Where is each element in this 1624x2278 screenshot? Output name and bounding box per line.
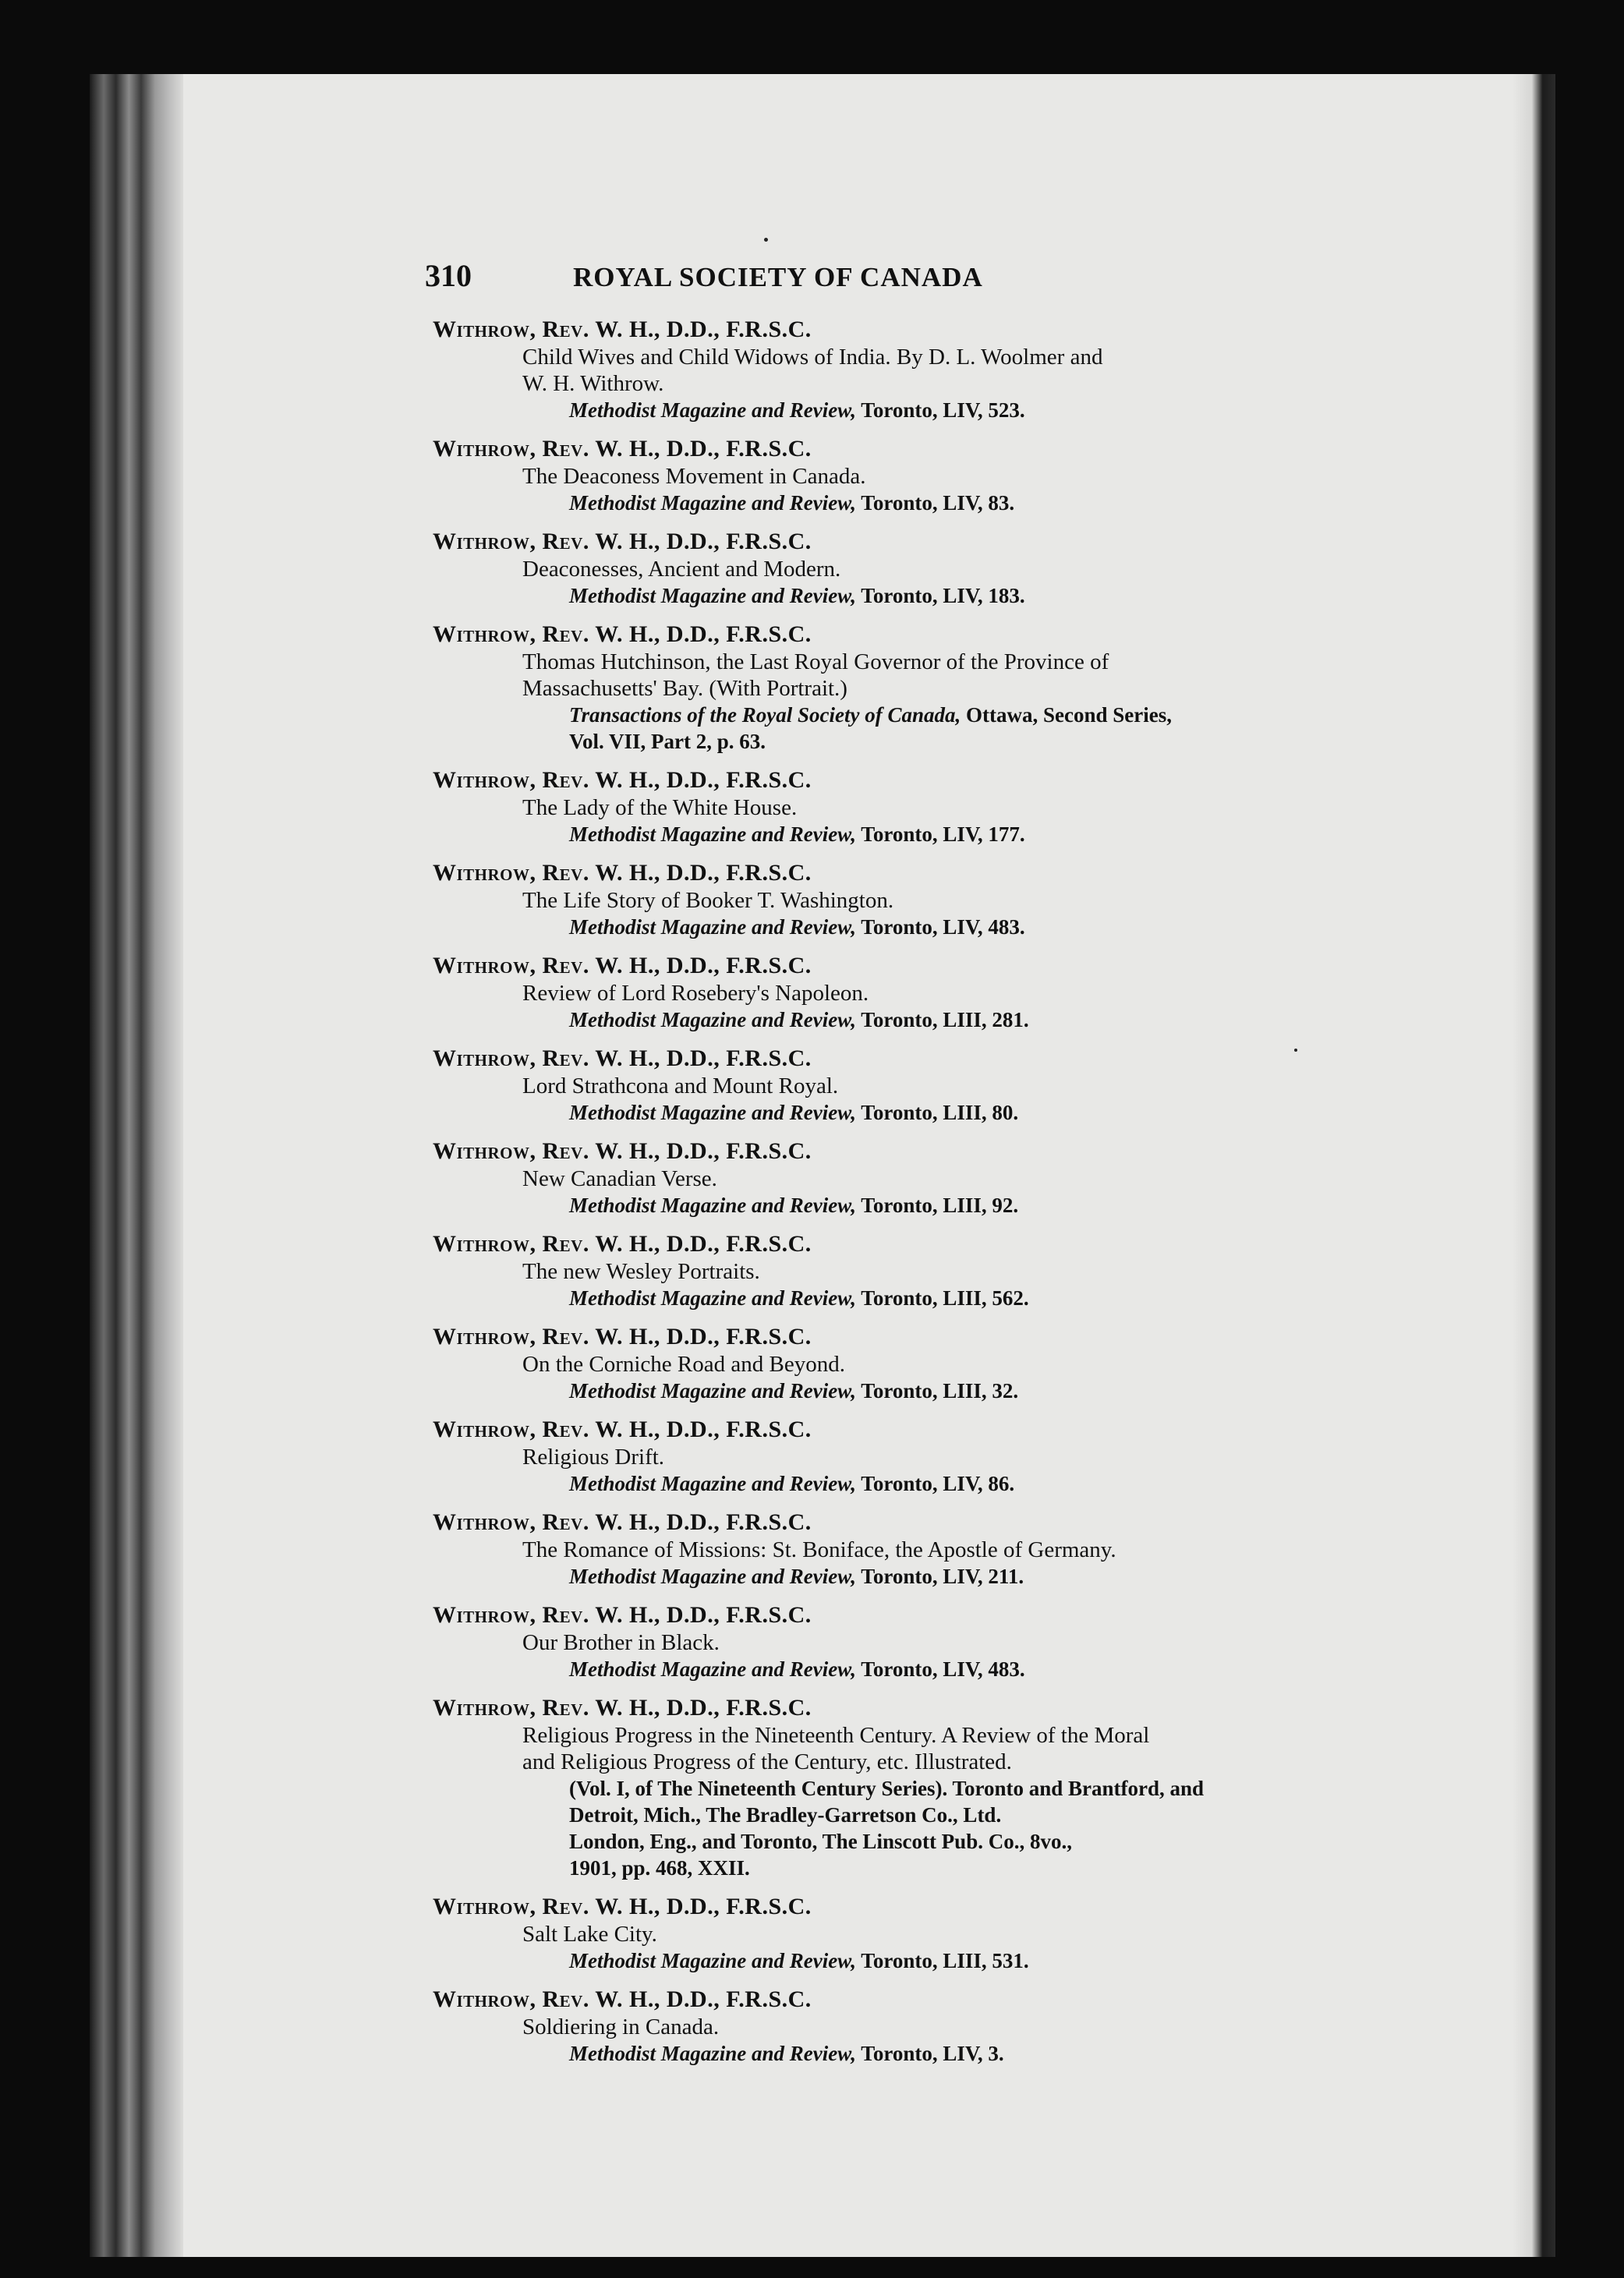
entry-author: Withrow, Rev. W. H., D.D., F.R.S.C. [433,953,812,978]
entry-author: Withrow, Rev. W. H., D.D., F.R.S.C. [433,1324,812,1349]
citation-details: Toronto, LIV, 177. [856,822,1025,846]
entry-title: New Canadian Verse. [522,1166,717,1191]
entry-title: Our Brother in Black. [522,1630,720,1655]
entry-author: Withrow, Rev. W. H., D.D., F.R.S.C. [433,317,812,342]
entry-citation [433,490,1540,516]
journal-name: Methodist Magazine and Review, [569,2042,857,2065]
citation-details: London, Eng., and Toronto, The Linscott Pub. Co., 8vo., [569,1830,1072,1853]
scan-speck [1294,1049,1297,1052]
entry-author: Withrow, Rev. W. H., D.D., F.R.S.C. [433,621,812,647]
citation-details: Toronto, LIV, 183. [856,584,1025,607]
entry-title: Review of Lord Rosebery's Napoleon. [522,981,869,1006]
entry-author: Withrow, Rev. W. H., D.D., F.R.S.C. [433,529,812,554]
bibliography-entry [433,316,1540,423]
citation-details: Toronto, LIV, 86. [856,1472,1015,1495]
entry-author: Withrow, Rev. W. H., D.D., F.R.S.C. [433,767,812,793]
entry-title: The Romance of Missions: St. Boniface, the Apostle of Germany. [522,1537,1116,1562]
journal-name: Methodist Magazine and Review, [569,491,857,515]
journal-name: Methodist Magazine and Review, [569,1657,857,1681]
entry-citation [433,1775,1540,1802]
entry-author: Withrow, Rev. W. H., D.D., F.R.S.C. [433,1138,812,1164]
entry-title: and Religious Progress of the Century, etc. Illustrated. [522,1749,1012,1774]
journal-name: Methodist Magazine and Review, [569,398,857,422]
entry-author: Withrow, Rev. W. H., D.D., F.R.S.C. [433,1509,812,1535]
bibliography-entry [433,1893,1540,1974]
entry-citation [433,1656,1540,1682]
citation-details: (Vol. I, of The Nineteenth Century Series). Toronto and Brantford, and [569,1777,1205,1800]
bibliography-entry [433,621,1540,755]
entry-author: Withrow, Rev. W. H., D.D., F.R.S.C. [433,1695,812,1721]
scanned-page [90,74,1555,2257]
entry-citation [433,1828,1540,1855]
entry-title: Deaconesses, Ancient and Modern. [522,557,841,582]
journal-name: Methodist Magazine and Review, [569,1101,857,1124]
entry-author: Withrow, Rev. W. H., D.D., F.R.S.C. [433,436,812,462]
running-head [425,257,1384,294]
citation-details: Toronto, LIII, 281. [856,1008,1029,1031]
entry-title: Thomas Hutchinson, the Last Royal Governor of the Province of [522,649,1109,674]
citation-details: Toronto, LIV, 3. [856,2042,1004,2065]
entry-title: The Life Story of Booker T. Washington. [522,888,894,913]
entry-citation [433,728,1540,755]
bibliography-entry [433,1416,1540,1497]
bibliography-entry [433,1694,1540,1881]
journal-name: Methodist Magazine and Review, [569,915,857,939]
entry-title: Child Wives and Child Widows of India. By D. L. Woolmer and [522,345,1103,370]
entry-title: The Deaconess Movement in Canada. [522,464,866,489]
citation-details: Toronto, LIII, 80. [856,1101,1019,1124]
bibliography-entry [433,1986,1540,2067]
bibliography-entry [433,1509,1540,1590]
entry-author: Withrow, Rev. W. H., D.D., F.R.S.C. [433,1894,812,1919]
bibliography-entry [433,1045,1540,1126]
book-binding-edge [90,74,183,2257]
entry-author: Withrow, Rev. W. H., D.D., F.R.S.C. [433,1045,812,1071]
bibliography-entry [433,1601,1540,1682]
scan-speck [764,238,768,242]
entry-author: Withrow, Rev. W. H., D.D., F.R.S.C. [433,860,812,886]
journal-name: Methodist Magazine and Review, [569,822,857,846]
entry-citation [433,1099,1540,1126]
entry-citation [433,1006,1540,1033]
bibliography-entry [433,859,1540,940]
citation-details: Toronto, LIV, 523. [856,398,1025,422]
entry-citation [433,914,1540,940]
entry-author: Withrow, Rev. W. H., D.D., F.R.S.C. [433,1231,812,1257]
bibliography-entry [433,1323,1540,1404]
citation-details: Toronto, LIV, 483. [856,915,1025,939]
entry-citation [433,1378,1540,1404]
citation-details: Detroit, Mich., The Bradley-Garretson Co., Ltd. [569,1803,1002,1827]
bibliography-entries [433,316,1540,2078]
journal-name: Methodist Magazine and Review, [569,1286,857,1310]
journal-name: Methodist Magazine and Review, [569,1008,857,1031]
entry-title: The Lady of the White House. [522,795,798,820]
citation-details: Toronto, LIV, 211. [856,1565,1024,1588]
entry-title: Lord Strathcona and Mount Royal. [522,1074,839,1098]
citation-details: 1901, pp. 468, XXII. [569,1856,750,1880]
entry-citation [433,582,1540,609]
entry-citation [433,821,1540,847]
citation-details: Vol. VII, Part 2, p. 63. [569,730,766,753]
bibliography-entry [433,528,1540,609]
entry-title: Salt Lake City. [522,1922,657,1947]
citation-details: Ottawa, Second Series, [961,703,1172,727]
entry-citation [433,702,1540,728]
bibliography-entry [433,766,1540,847]
entry-title: On the Corniche Road and Beyond. [522,1352,845,1377]
journal-name: Methodist Magazine and Review, [569,584,857,607]
citation-details: Toronto, LIV, 83. [856,491,1015,515]
bibliography-entry [433,1230,1540,1311]
citation-details: Toronto, LIII, 92. [856,1194,1019,1217]
bibliography-entry [433,1137,1540,1219]
entry-title: The new Wesley Portraits. [522,1259,760,1284]
entry-author: Withrow, Rev. W. H., D.D., F.R.S.C. [433,1986,812,2012]
citation-details: Toronto, LIV, 483. [856,1657,1025,1681]
citation-details: Toronto, LIII, 531. [856,1949,1029,1972]
journal-name: Methodist Magazine and Review, [569,1565,857,1588]
entry-title: Massachusetts' Bay. (With Portrait.) [522,676,847,701]
journal-name: Methodist Magazine and Review, [569,1194,857,1217]
entry-author: Withrow, Rev. W. H., D.D., F.R.S.C. [433,1602,812,1628]
citation-details: Toronto, LIII, 562. [856,1286,1029,1310]
entry-citation [433,1285,1540,1311]
entry-citation [433,2040,1540,2067]
entry-citation [433,397,1540,423]
bibliography-entry [433,435,1540,516]
entry-citation [433,1947,1540,1974]
journal-name: Methodist Magazine and Review, [569,1379,857,1403]
entry-title: Religious Progress in the Nineteenth Century. A Review of the Moral [522,1723,1150,1748]
entry-citation [433,1470,1540,1497]
entry-title: Soldiering in Canada. [522,2014,720,2039]
journal-name: Methodist Magazine and Review, [569,1949,857,1972]
entry-citation [433,1855,1540,1881]
journal-name: Methodist Magazine and Review, [569,1472,857,1495]
entry-citation [433,1192,1540,1219]
bibliography-entry [433,952,1540,1033]
citation-details: Toronto, LIII, 32. [856,1379,1019,1403]
page-number: 310 [425,258,472,293]
entry-author: Withrow, Rev. W. H., D.D., F.R.S.C. [433,1417,812,1442]
entry-citation [433,1563,1540,1590]
running-head-title: ROYAL SOCIETY OF CANADA [573,262,983,292]
entry-title: Religious Drift. [522,1445,665,1470]
entry-title: W. H. Withrow. [522,371,664,396]
journal-name: Transactions of the Royal Society of Canada, [569,703,961,727]
entry-citation [433,1802,1540,1828]
